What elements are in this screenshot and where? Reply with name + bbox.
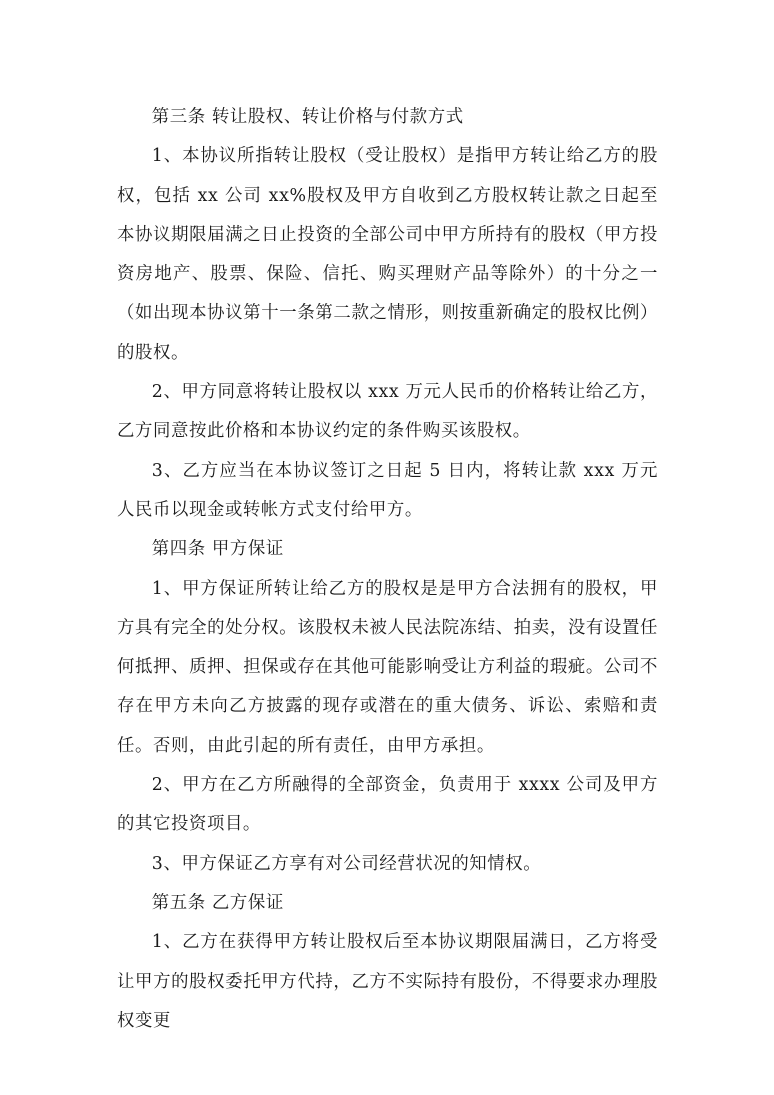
article-4-clause-1: 1、甲方保证所转让给乙方的股权是是甲方合法拥有的股权，甲方具有完全的处分权。该股权未被人民法院冻结、拍卖，没有设置任何抵押、质押、担保或存在其他可能影响受让方利益的瑕疵。公司不存在甲方未向乙方披露的现存或潜在的重大债务、诉讼、索赔和责任。否则，由此引起的所有责任，由甲方承担。	[117, 578, 658, 756]
section-heading-article-4: 第四条 甲方保证	[151, 539, 284, 560]
section-heading-article-5: 第五条 乙方保证	[151, 892, 284, 913]
section-heading-article-3: 第三条 转让股权、转让价格与付款方式	[151, 107, 464, 127]
article-3-clause-3: 3、乙方应当在本协议签订之日起 5 日内，将转让款 xxx 万元人民币以现金或转帐方式支付给甲方。	[117, 460, 658, 520]
document-page	[117, 98, 658, 1041]
article-4-clause-3: 3、甲方保证乙方享有对公司经营状况的知情权。	[151, 853, 542, 874]
article-3-clause-2: 2、甲方同意将转让股权以 xxx 万元人民币的价格转让给乙方，乙方同意按此价格和本协议约定的条件购买该股权。	[117, 382, 658, 442]
article-3-clause-1: 1、本协议所指转让股权（受让股权）是指甲方转让给乙方的股权，包括 xx 公司 xx%股权及甲方自收到乙方股权转让款之日起至本协议期限届满之日止投资的全部公司中甲方所持有的股权（甲方投资房地产、股票、保险、信托、购买理财产品等除外）的十分之一（如出现本协议第十一条第二款之情形，则按重新确定的股权比例）的股权。	[117, 146, 658, 363]
article-4-clause-2: 2、甲方在乙方所融得的全部资金，负责用于 xxxx 公司及甲方的其它投资项目。	[117, 775, 658, 835]
article-5-clause-1: 1、乙方在获得甲方转让股权后至本协议期限届满日，乙方将受让甲方的股权委托甲方代持，乙方不实际持有股份，不得要求办理股权变更	[117, 932, 658, 1031]
